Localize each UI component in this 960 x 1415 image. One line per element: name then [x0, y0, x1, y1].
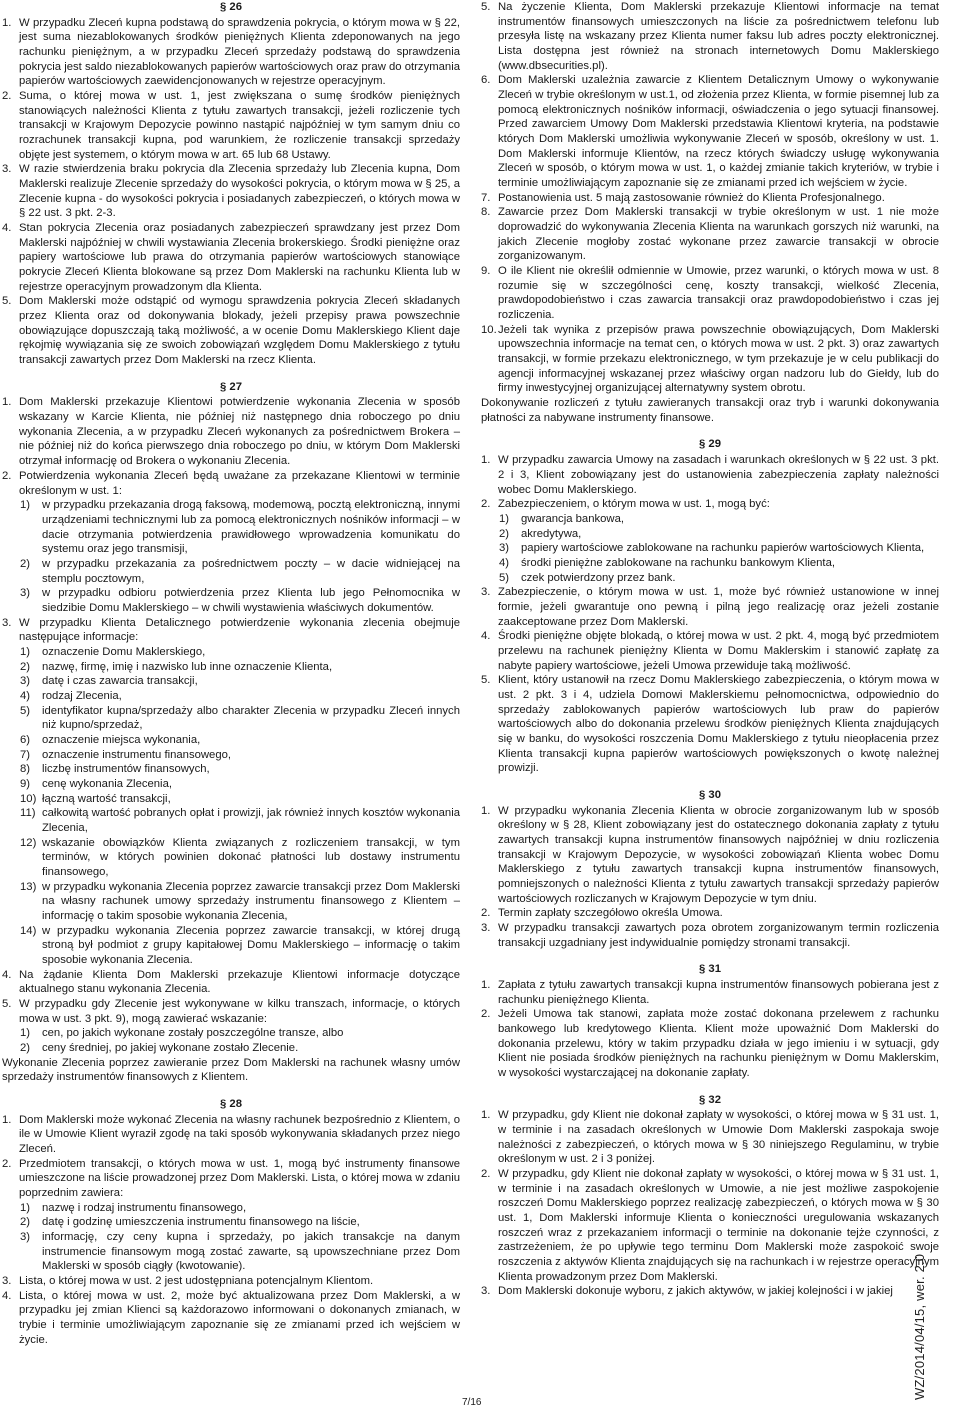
section-heading: § 26 [220, 1, 242, 13]
paragraph-text: W przypadku, gdy Klient nie dokonał zapłaty w wysokości, o której mowa w § 31 ust. 1, w terminie i na zasadach określonych w Umowie Dom Maklerski zaspokaja swoje należności z zabezpieczeń, o których mowa w § 30 niniejszego Regulaminu, w trybie określonym w ust. 2 i 3 poniżej. [498, 1109, 939, 1166]
list-item [19, 704, 460, 733]
list-item-text: w przypadku wykonania Zlecenia poprzez zawarcie transakcji, w której drugą stroną był podmiot z grupy kapitałowej Domu Maklerskiego – informację o takim sposobie wykonania Zlecenia. [42, 924, 460, 966]
paragraph: Wykonanie Zlecenia poprzez zawieranie przez Dom Maklerski na rachunek własny umów sprzedaży instrumentów finansowych z Klientem. [2, 1056, 460, 1084]
paragraph-number: 4. [2, 222, 12, 235]
paragraph-text: Dom Maklerski może odstąpić od wymogu sprawdzenia pokrycia Zleceń składanych przez Klienta oraz od dokonywania blokady, jeżeli przepisy prawa powszechnie obowiązujące dopuszczają taką możliwość, a w ocenie Domu Maklerskiego Klient daje rękojmię wywiązania się ze swoich zobowiązań względem Domu Maklerskiego z tytułu transakcji zawartych przez Dom Maklerski na rzecz Klienta. [19, 295, 460, 367]
paragraph-text: Dom Maklerski może wykonać Zlecenia na własny rachunek bezpośrednio z Klientem, o ile w Umowie Klient wyraził zgodę na taki sposób wykonywania składanych przez niego Zleceń. [19, 1113, 460, 1156]
list-item [19, 674, 460, 689]
list-item-number: 1) [20, 1201, 31, 1214]
section-gap [481, 950, 939, 962]
list-item [498, 541, 939, 556]
list-item [19, 792, 460, 807]
paragraph-number: 1. [2, 16, 12, 29]
numbered-paragraph [2, 16, 460, 89]
list-item-text: rodzaj Zlecenia, [42, 689, 122, 702]
paragraph-number: 2. [2, 469, 12, 482]
paragraph-number: 1. [2, 396, 12, 409]
list-item-number: 2) [20, 1216, 31, 1229]
paragraph-number: 5. [481, 674, 491, 687]
paragraph-text: Na żądanie Klienta Dom Maklerski przekazuje Klientowi informacje dotyczące aktualnego stanu wykonania Zlecenia. [19, 968, 460, 996]
numbered-paragraph [481, 1284, 939, 1299]
list-item [19, 498, 460, 557]
list-item-number: 8) [20, 763, 31, 776]
numbered-paragraph [481, 906, 939, 921]
list-item [498, 556, 939, 571]
list-item-number: 5) [20, 704, 31, 717]
paragraph-number: 1. [481, 979, 491, 991]
list-item [19, 762, 460, 777]
list-item-number: 2) [20, 660, 31, 673]
paragraph-number: 3. [2, 1275, 12, 1288]
paragraph-number: 7. [481, 191, 491, 204]
document-version-note: WZ/2014/04/15, wer. 2.0 [912, 1253, 927, 1400]
list-item [19, 748, 460, 763]
list-item [19, 586, 460, 615]
paragraph-number: 4. [2, 1289, 12, 1302]
paragraph-number: 4. [2, 968, 12, 981]
paragraph-text: Termin zapłaty szczegółowo określa Umowa. [498, 907, 723, 920]
list-item [19, 924, 460, 968]
list-item-text: w przypadku odbioru potwierdzenia przez Klienta lub jego Pełnomocnika w siedzibie Domu Maklerskiego – w chwili wystawienia właściwych dokumentów. [42, 587, 460, 614]
paragraph: Dokonywanie rozliczeń z tytułu zawieranych transakcji oraz tryb i warunki dokonywania płatności za nabywane instrumenty finansowe. [481, 397, 939, 424]
paragraph-number: 2. [481, 1168, 491, 1181]
list-item-text: datę i godzinę umieszczenia instrumentu finansowego na liście, [42, 1216, 360, 1229]
paragraph-text: Potwierdzenia wykonania Zleceń będą uważane za przekazane Klientowi w terminie określonym w ust. 1: [19, 469, 460, 497]
list-item-text: wskazanie obowiązków Klienta związanych z rozliczeniem transakcji, w tym terminów, w których powinien dokonać płatności lub dostawy instrumentu finansowego, [42, 836, 460, 878]
numbered-paragraph [481, 1007, 939, 1080]
paragraph-text: W przypadku wykonania Zlecenia Klienta w obrocie zorganizowanym lub w sposób określony w § 28, Klient zobowiązany jest do ostatecznego dokonania zapłaty z tytułu zawartych transakcji kupna instrumentów finansowych najpóźniej w dniu rozliczenia transakcji w Krajowym Depozycie, w wysokości zobowiązań Klienta wobec Domu Maklerskiego z tytułu zawartych transakcji kupna instrumentów finansowych, pomniejszonych o należności Klienta z tytułu zawartych transakcji sprzedaży papierów wartościowych rozliczanych w Krajowym Depozycie w tym dniu. [498, 804, 939, 905]
list-item-number: 3) [20, 675, 31, 688]
numbered-paragraph [2, 1113, 460, 1157]
numbered-paragraph [481, 323, 939, 396]
paragraph-number: 1. [481, 1109, 491, 1122]
paragraph-number: 2. [481, 1008, 491, 1021]
paragraph-number: 1. [481, 804, 491, 817]
list-item-text: oznaczenie Domu Maklerskiego, [42, 645, 206, 658]
list-item-text: całkowitą wartość pobranych opłat i prowizji, jak również innych kosztów wykonania Zlecenia, [42, 807, 460, 834]
numbered-paragraph [2, 162, 460, 221]
paragraph-number: 5. [2, 295, 12, 308]
list-item-text: nazwę i rodzaj instrumentu finansowego, [42, 1201, 247, 1214]
paragraph-number: 2. [2, 1157, 12, 1170]
list-item [19, 777, 460, 792]
paragraph-number: 1. [2, 1113, 12, 1126]
numbered-paragraph [481, 673, 939, 776]
paragraph-text: W przypadku, gdy Klient nie dokonał zapłaty w wysokości, o której mowa w § 31 ust. 1, w terminie i na zasadach określonych w Umowie, a nie jest możliwe zaspokojenie roszczeń Domu Maklerskiego poprzez realizację zabezpieczeń, o których mowa w § 30 ust. 1, Dom Maklerski informuje Klienta o konieczności uregulowania wskazanych roszczeń wraz z przekazaniem informacji o terminie na dokonanie tejże czynności, z zastrzeżeniem, że po upływie tego terminu Dom Maklerski może zaspokoić swoje roszczenia z aktywów Klienta znajdujących się na rachunkach i w rejestrze operacyjnym Klienta prowadzonym przez Dom Maklerski. [498, 1168, 939, 1283]
paragraph-text: Suma, o której mowa w ust. 1, jest zwiększana o sumę środków pieniężnych stanowiących należności Klienta z tytułu zawartych transakcji, jeżeli rozliczenie tych transakcji w Krajowym Depozycie powinno nastąpić najpóźniej w tym samym dniu co rozrachunek transakcji kupna, pod warunkiem, że rozliczenie transakcji sprzedaży objęte jest systemem, o którym mowa w art. 65 lub 68 Ustawy. [19, 90, 460, 161]
list-item-number: 3) [20, 1231, 31, 1244]
page-number: 7/16 [462, 1397, 482, 1408]
list-item-number: 3) [499, 542, 510, 555]
list-item-number: 1) [499, 512, 510, 525]
list-item [498, 571, 939, 586]
section-heading: § 32 [699, 1093, 721, 1106]
paragraph-text: Przedmiotem transakcji, o których mowa w ust. 1, mogą być instrumenty finansowe umieszczone na liście prowadzonej przez Dom Maklerski. Lista, o której mowa w zdaniu poprzednim zawiera: [19, 1157, 460, 1200]
list-item [498, 512, 939, 527]
numbered-paragraph [2, 294, 460, 367]
section-gap [2, 368, 460, 380]
numbered-paragraph [2, 968, 460, 997]
numbered-paragraph [2, 1289, 460, 1348]
list-item-text: gwarancja bankowa, [521, 512, 624, 525]
paragraph-number: 3. [481, 586, 491, 599]
numbered-paragraph [2, 221, 460, 294]
numbered-paragraph [2, 616, 460, 645]
sub-list [19, 1026, 460, 1055]
list-item-number: 1) [20, 499, 31, 512]
list-item [19, 1041, 460, 1056]
numbered-paragraph [481, 0, 939, 73]
list-item-number: 3) [20, 587, 31, 600]
list-item-number: 1) [20, 1027, 31, 1040]
list-item-text: identyfikator kupna/sprzedaży albo charakter Zlecenia w przypadku Zleceń innych niż kupno/sprzedaż, [42, 704, 460, 732]
paragraph-number: 8. [481, 206, 491, 219]
paragraph-number: 4. [481, 630, 491, 643]
numbered-paragraph [481, 804, 939, 907]
section-heading: § 27 [220, 380, 242, 393]
numbered-paragraph [2, 469, 460, 498]
numbered-paragraph [2, 89, 460, 162]
list-item-text: datę i czas zawarcia transakcji, [42, 675, 198, 688]
list-item-number: 1) [20, 645, 31, 658]
list-item-number: 5) [499, 571, 510, 584]
list-item [19, 806, 460, 835]
paragraph-number: 1. [481, 454, 491, 467]
paragraph-text: Jeżeli tak wynika z przepisów prawa powszechnie obowiązujących, Dom Maklerski upowszechnia informacje na temat cen, o których mowa w ust. 2 pkt. 3) oraz zawartych transakcji, w formie przekazu elektronicznego, w tym przekazuje je w celu publikacji do agencji informacyjnej wskazanej przez właściwy organ nadzoru lub do Giełdy, lub do firmy inwestycyjnej organizującej alternatywny system obrotu. [498, 323, 939, 395]
paragraph-number: 2. [2, 90, 12, 103]
section-heading: § 30 [699, 788, 721, 801]
list-item-number: 11) [20, 807, 36, 820]
numbered-paragraph [481, 629, 939, 673]
paragraph-text: Zabezpieczeniem, o którym mowa w ust. 1, mogą być: [498, 498, 770, 511]
sub-list [19, 498, 460, 615]
paragraph-text: W przypadku Klienta Detalicznego potwierdzenie wykonania zlecenia obejmuje następujące informacje: [19, 616, 460, 644]
paragraph-text: Lista, o której mowa w ust. 2 jest udostępniana potencjalnym Klientom. [19, 1275, 374, 1288]
paragraph-text: W przypadku Zleceń kupna podstawą do sprawdzenia pokrycia, o którym mowa w § 22, jest suma niezablokowanych środków pieniężnych Klienta zdeponowanych na jego rachunku pieniężnym, a w przypadku Zleceń sprzedaży podstawą do sprawdzenia pokrycia jest saldo niezablokowanych papierów wartościowych oraz praw do otrzymania papierów wartościowych zaewidencjonowanych w rejestrze operacyjnym. [19, 16, 460, 88]
list-item [19, 1230, 460, 1274]
numbered-paragraph [481, 585, 939, 629]
list-item-number: 7) [20, 748, 31, 761]
paragraph-text: Postanowienia ust. 5 mają zastosowanie również do Klienta Profesjonalnego. [498, 191, 885, 204]
section-gap [481, 1081, 939, 1093]
list-item [19, 1026, 460, 1041]
list-item [19, 733, 460, 748]
paragraph-number: 2. [481, 907, 491, 920]
list-item-text: czek potwierdzony przez bank. [521, 571, 676, 584]
list-item-text: nazwę, firmę, imię i nazwisko lub inne oznaczenie Klienta, [42, 660, 333, 673]
list-item-text: łączną wartość transakcji, [42, 792, 171, 805]
list-item-text: oznaczenie miejsca wykonania, [42, 733, 201, 746]
numbered-paragraph [481, 1108, 939, 1167]
paragraph-text: O ile Klient nie określił odmiennie w Umowie, przez warunki, o których mowa w ust. 8 rozumie się w szczególności cenę, koszty transakcji, wielkość Zlecenia, prawdopodobieństwo i czas zawarcia transakcji oraz prawdopodobieństwo i czas jej rozliczenia. [498, 265, 939, 322]
paragraph-text: Lista, o której mowa w ust. 2, może być aktualizowana przez Dom Maklerski, a w przypadku jej zmian Klienci są każdorazowo informowani o dokonanych zmianach, w trybie i terminie umożliwiającym zapoznanie się ze zmianami przed ich wejściem w życie. [19, 1289, 460, 1346]
list-item-number: 12) [20, 836, 37, 849]
paragraph-number: 3. [481, 1285, 491, 1298]
list-item-number: 4) [20, 689, 31, 702]
paragraph-text: Jeżeli Umowa tak stanowi, zapłata może zostać dokonana przelewem z rachunku bankowego lub kredytowego Klienta. Klient może upoważnić Dom Maklerski do dokonania przelewu, który w takim przypadku działa w jego imieniu i w sytuacji, gdy Klient nie posiada środków pieniężnych na rachunku pieniężnym w Domu Maklerskim, w wysokości wystarczającej na dokonanie zapłaty. [498, 1008, 939, 1080]
list-item [19, 1201, 460, 1216]
paragraph-number: 10. [481, 323, 497, 336]
numbered-paragraph [481, 921, 939, 950]
list-item [19, 557, 460, 586]
paragraph-text: W przypadku gdy Zlecenie jest wykonywane w kilku transzach, informacje, o których mowa w ust. 3 pkt. 9), mogą zawierać wskazanie: [19, 998, 460, 1025]
list-item [498, 527, 939, 542]
paragraph-number: 5. [481, 1, 491, 13]
left-column [2, 0, 460, 1347]
right-column [481, 0, 939, 1299]
list-item-text: informację, czy ceny kupna i sprzedaży, po jakich transakcje na danym instrumencie finansowym mogą zostać zawarte, są upowszechniane przez Dom Maklerski w sposób ciągły (kwotowanie). [42, 1231, 460, 1273]
paragraph-text: Środki pieniężne objęte blokadą, o której mowa w ust. 2 pkt. 4, mogą być przedmiotem przelewu na rachunek pieniężny Klienta w Domu Maklerskim i stanowić zapłatę za nabyte papiery wartościowe, jeżeli Umowa przewiduje taką możliwość. [498, 630, 939, 672]
list-item-number: 2) [20, 1042, 31, 1055]
numbered-paragraph [481, 73, 939, 190]
list-item-text: w przypadku wykonania Zlecenia poprzez zawarcie transakcji przez Dom Maklerski na własny rachunek umowy sprzedaży instrumentu finansowego z Klientem – informację o takim sposobie wykonania Zlecenia, [42, 880, 460, 922]
list-item-number: 9) [20, 777, 31, 790]
paragraph-number: 3. [481, 921, 491, 934]
list-item-text: liczbę instrumentów finansowych, [42, 763, 210, 776]
paragraph-text: W razie stwierdzenia braku pokrycia dla Zlecenia sprzedaży lub Zlecenia kupna, Dom Maklerski realizuje Zlecenie sprzedaży do wysokości pokrycia, o którym mowa w § 25, a Zlecenie kupna - do wysokości pokrycia i posiadanych zabezpieczeń, o których mowa w § 22 ust. 3 pkt. 2-3. [19, 163, 460, 220]
list-item [19, 645, 460, 660]
paragraph-number: 3. [2, 616, 12, 629]
numbered-paragraph [2, 997, 460, 1026]
paragraph-text: W przypadku transakcji zawartych poza obrotem zorganizowanym termin rozliczenia transakcji uzgadniany jest indywidualnie pomiędzy stronami transakcji. [498, 921, 939, 949]
section-gap [481, 425, 939, 437]
list-item [19, 1215, 460, 1230]
paragraph-text: Klient, który ustanowił na rzecz Domu Maklerskiego zabezpieczenia, o którym mowa w ust. 2 pkt. 3 i 4, udziela Domowi Maklerskiemu pełnomocnictwa, odpowiednio do sprzedaży zablokowanych papierów wartościowych lub praw do papierów wartościowych albo do dokonania przelewu środków pieniężnych Klienta znajdujących się w banku, do wysokości roszczenia Domu Maklerskiego z tytułu nieopłacenia przez Klienta transakcji kupna papierów wartościowych powiększonych o kwotę należnej prowizji. [498, 674, 939, 775]
list-item-text: środki pieniężne zablokowane na rachunku bankowym Klienta, [521, 556, 835, 569]
list-item [19, 880, 460, 924]
section-heading: § 31 [699, 963, 721, 976]
section-heading: § 28 [220, 1098, 242, 1111]
list-item-number: 4) [499, 556, 510, 569]
numbered-paragraph [481, 191, 939, 206]
numbered-paragraph [2, 1157, 460, 1201]
numbered-paragraph [2, 395, 460, 468]
paragraph-number: 5. [2, 998, 12, 1011]
paragraph-text: Na życzenie Klienta, Dom Maklerski przekazuje Klientowi informacje na temat instrumentów finansowych umieszczonych na liście za pośrednictwem telefonu lub przesyła listę na wskazany przez Klienta numer faksu lub adres poczty elektronicznej. Lista dostępna jest również na stronach internetowych Domu Maklerskiego (www.dbsecurities.pl). [498, 1, 939, 72]
list-item-text: ceny średniej, po jakiej wykonane zostało Zlecenie. [42, 1042, 299, 1055]
paragraph-text: Dom Maklerski dokonuje wyboru, z jakich aktywów, w jakiej kolejności i w jakiej [498, 1285, 893, 1298]
section-heading: § 29 [699, 438, 721, 451]
list-item-number: 2) [20, 557, 31, 570]
numbered-paragraph [481, 205, 939, 264]
section-gap [2, 1085, 460, 1097]
paragraph-text: W przypadku zawarcia Umowy na zasadach i warunkach określonych w § 22 ust. 3 pkt. 2 i 3, Klient zobowiązany jest do ustanowienia zabezpieczenia zapłaty należności wobec Domu Maklerskiego. [498, 454, 939, 496]
list-item-text: w przypadku przekazania za pośrednictwem poczty – w dacie widniejącej na stemplu pocztowym, [42, 557, 460, 585]
list-item-text: papiery wartościowe zablokowane na rachunku papierów wartościowych Klienta, [521, 542, 925, 555]
paragraph-text: Dom Maklerski przekazuje Klientowi potwierdzenie wykonania Zlecenia w sposób wskazany w Karcie Klienta, nie później niż następnego dnia roboczego po dniu wykonania Zlecenia, a w przypadku Zleceń wykonanych za pośrednictwem Brokera – nie później niż do końca pierwszego dnia roboczego po dniu, w którym Dom Maklerski otrzymał informację od Brokera o wykonaniu Zlecenia. [19, 396, 460, 468]
numbered-paragraph [2, 1274, 460, 1289]
paragraph-number: 6. [481, 74, 491, 87]
numbered-paragraph [481, 497, 939, 512]
sub-list [19, 1201, 460, 1274]
list-item-number: 2) [499, 527, 510, 540]
paragraph-text: Dom Maklerski uzależnia zawarcie z Klientem Detalicznym Umowy o wykonywanie Zleceń w trybie określonym w ust.1, od złożenia przez Klienta, w formie pisemnej lub za pomocą elektronicznych nośników informacji, oświadczenia o jego sytuacji finansowej. Przed zawarciem Umowy Dom Maklerski przedstawia Klientowi kryteria, na podstawie których Dom Maklerski umożliwia wykonywanie Zleceń w sposób, określony w ust. 1. Dom Maklerski informuje Klientów, na rzecz których świadczy usługę wykonywania Zleceń w sposób, o którym mowa w ust. 1, o każdej zmianie takich kryteriów, w trybie i terminie umożliwiającym zapoznanie się ze zmianami przed ich wejściem w życie. [498, 74, 939, 190]
paragraph-number: 3. [2, 163, 12, 176]
sub-list [19, 645, 460, 968]
list-item-text: w przypadku przekazania drogą faksową, modemową, pocztą elektroniczną, innymi urządzeniami technicznymi lub za pomocą elektronicznych nośników informacji – w dacie otrzymania potwierdzenia prawidłowego wprowadzenia komunikatu do systemu oraz jego transmisji, [42, 499, 460, 556]
numbered-paragraph [481, 264, 939, 323]
list-item-number: 6) [20, 733, 31, 746]
list-item [19, 660, 460, 675]
paragraph-text: Zawarcie przez Dom Maklerski transakcji w trybie określonym w ust. 1 nie może doprowadzić do wykonywania Zlecenia Klienta na warunkach gorszych niż warunki, na jakich Zlecenie mogłoby zostać wykonane przez zawarcie transakcji w obrocie zorganizowanym. [498, 206, 939, 263]
list-item-number: 13) [20, 880, 37, 893]
list-item-number: 10) [20, 792, 37, 805]
list-item [19, 689, 460, 704]
numbered-paragraph [481, 1167, 939, 1284]
sub-list [498, 512, 939, 585]
paragraph-text: Zapłata z tytułu zawartych transakcji kupna instrumentów finansowych pobierana jest z rachunku pieniężnego Klienta. [498, 979, 939, 1006]
paragraph-text: Zabezpieczenie, o którym mowa w ust. 1, może być również ustanowione w innej formie, jeżeli gwarantuje ono pewną i pilną jego realizację oraz jeżeli zostanie zaakceptowane przez Dom Maklerski. [498, 586, 939, 628]
numbered-paragraph [481, 978, 939, 1007]
paragraph-number: 2. [481, 498, 491, 511]
paragraph-number: 9. [481, 265, 491, 278]
paragraph-text: Stan pokrycia Zlecenia oraz posiadanych zabezpieczeń sprawdzany jest przez Dom Maklerski najpóźniej w chwili wystawiania Zlecenia brokerskiego. Środki pieniężne oraz papiery wartościowe lub prawa do otrzymania papierów wartościowych stanowiące pokrycie Zleceń Klienta blokowane są przez Dom Maklerski na rachunku Klienta lub w rejestrze operacyjnym prowadzonym dla Klienta. [19, 222, 460, 293]
numbered-paragraph [481, 453, 939, 497]
list-item-text: cen, po jakich wykonane zostały poszczególne transze, albo [42, 1027, 344, 1040]
list-item-text: cenę wykonania Zlecenia, [42, 777, 172, 790]
section-gap [481, 776, 939, 788]
list-item-text: oznaczenie instrumentu finansowego, [42, 748, 232, 761]
list-item-text: akredytywa, [521, 527, 582, 540]
list-item-number: 14) [20, 924, 37, 937]
list-item [19, 836, 460, 880]
